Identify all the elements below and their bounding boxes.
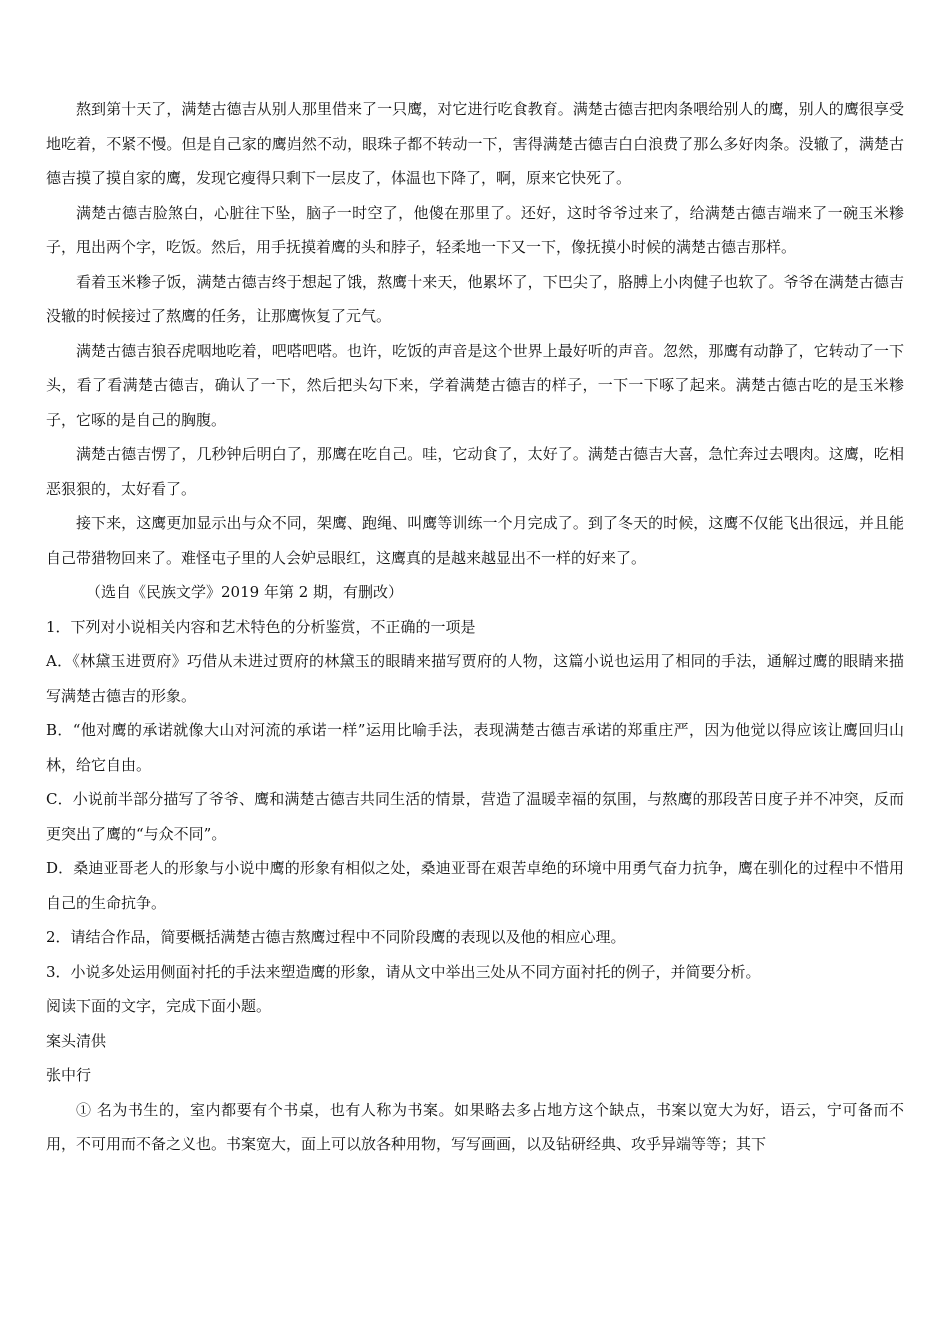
question-3: 3．小说多处运用侧面衬托的手法来塑造鹰的形象，请从文中举出三处从不同方面衬托的例子，并简要分析。 <box>46 962 761 981</box>
story-source: （选自《民族文学》2019 年第 2 期，有删改） <box>86 583 404 601</box>
story-paragraph-2: 满楚古德吉脸煞白，心脏往下坠，脑子一时空了，他傻在那里了。还好，这时爷爷过来了，给满楚古德吉端来了一碗玉米糁子，甩出两个字，吃饭。然后，用手抚摸着鹰的头和脖子，轻柔地一下又一下，像抚摸小时候的满楚古德吉那样。 <box>46 203 904 256</box>
essay-title: 案头清供 <box>46 1031 107 1050</box>
story-paragraph-5: 满楚古德吉愣了，几秒钟后明白了，那鹰在吃自己。哇，它动食了，太好了。满楚古德吉大喜，急忙奔过去喂肉。这鹰，吃相恶狠狠的，太好看了。 <box>46 445 904 498</box>
story-paragraph-6: 接下来，这鹰更加显示出与众不同，架鹰、跑绳、叫鹰等训练一个月完成了。到了冬天的时候，这鹰不仅能飞出很远，并且能自己带猎物回来了。难怪屯子里的人会妒忌眼红，这鹰真的是越来越显出不一样的好来了。 <box>46 514 904 567</box>
essay-author: 张中行 <box>46 1066 92 1084</box>
question-1-option-b: B．“他对鹰的承诺就像大山对河流的承诺一样”运用比喻手法，表现满楚古德吉承诺的郑重庄严，因为他觉以得应该让鹰回归山林，给它自由。 <box>46 721 904 774</box>
reading-instruction: 阅读下面的文字，完成下面小题。 <box>46 997 272 1015</box>
question-1-option-c: C．小说前半部分描写了爷爷、鹰和满楚古德吉共同生活的情景，营造了温暖幸福的氛围，与熬鹰的那段苦日度子并不冲突，反而更突出了鹰的“与众不同”。 <box>46 790 904 843</box>
story-paragraph-3: 看着玉米糁子饭，满楚古德吉终于想起了饿，熬鹰十来天，他累坏了，下巴尖了，胳膊上小肉健子也软了。爷爷在满楚古德吉没辙的时候接过了熬鹰的任务，让那鹰恢复了元气。 <box>46 272 904 325</box>
question-1: 1．下列对小说相关内容和艺术特色的分析鉴赏，不正确的一项是 <box>46 617 476 636</box>
question-1-option-a: A．《林黛玉进贾府》巧借从未进过贾府的林黛玉的眼睛来描写贾府的人物，这篇小说也运用了相同的手法，通解过鹰的眼睛来描写满楚古德吉的形象。 <box>46 652 904 705</box>
story-paragraph-4: 满楚古德吉狼吞虎咽地吃着，吧嗒吧嗒。也许，吃饭的声音是这个世界上最好听的声音。忽然，那鹰有动静了，它转动了一下头，看了看满楚古德吉，确认了一下，然后把头勾下来，学着满楚古德吉的样子，一下一下啄了起来。满楚古德古吃的是玉米糁子，它啄的是自己的胸腹。 <box>46 341 904 429</box>
question-1-option-d: D．桑迪亚哥老人的形象与小说中鹰的形象有相似之处，桑迪亚哥在艰苦卓绝的环境中用勇气奋力抗争，鹰在驯化的过程中不惜用自己的生命抗争。 <box>46 859 904 912</box>
essay-paragraph-1: ① 名为书生的，室内都要有个书桌，也有人称为书案。如果略去多占地方这个缺点，书案以宽大为好，语云，宁可备而不用，不可用而不备之义也。书案宽大，面上可以放各种用物，写写画画，以及钻研经典、攻乎异端等等；其下 <box>46 1100 904 1153</box>
question-2: 2．请结合作品，简要概括满楚古德吉熬鹰过程中不同阶段鹰的表现以及他的相应心理。 <box>46 928 626 946</box>
story-paragraph-1: 熬到第十天了，满楚古德吉从别人那里借来了一只鹰，对它进行吃食教育。满楚古德吉把肉条喂给别人的鹰，别人的鹰很享受地吃着，不紧不慢。但是自己家的鹰岿然不动，眼珠子都不转动一下，害得满楚古德吉白白浪费了那么多好肉条。没辙了，满楚古德吉摸了摸自家的鹰，发现它瘦得只剩下一层皮了，体温也下降了，啊，原来它快死了。 <box>46 100 904 187</box>
